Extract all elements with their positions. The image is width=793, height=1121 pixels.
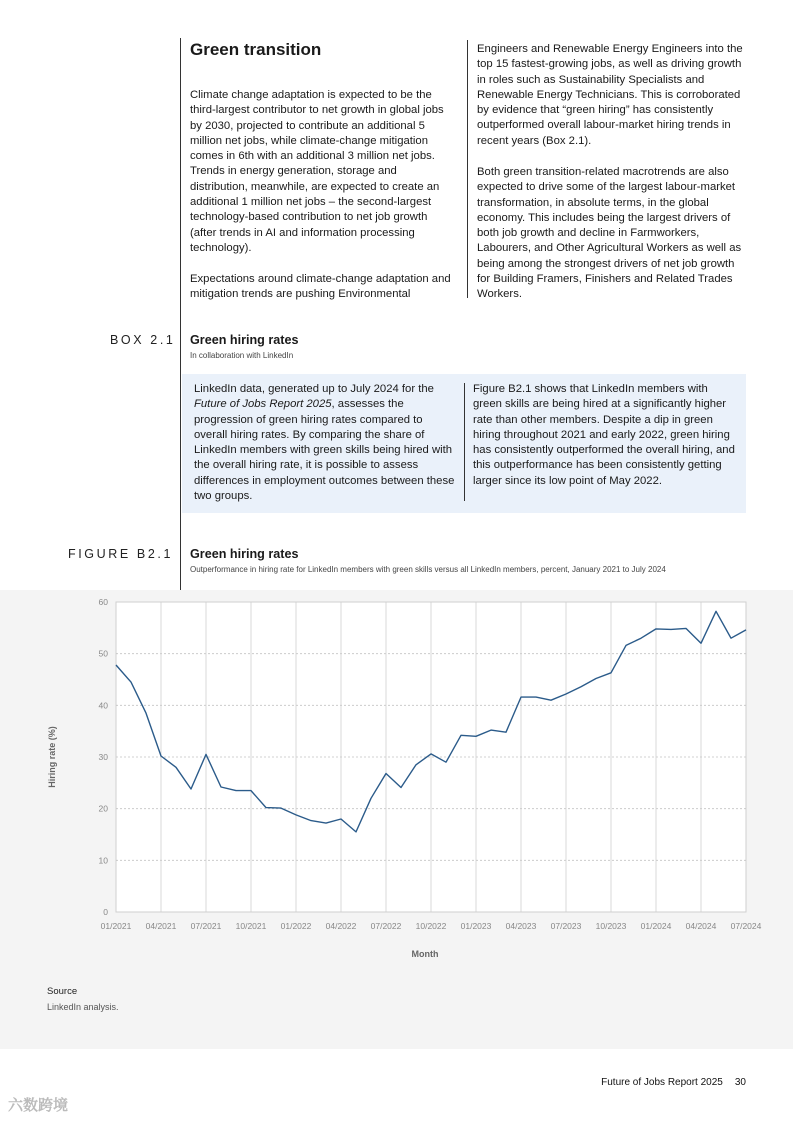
x-tick-label: 10/2023	[595, 921, 627, 931]
x-tick-label: 10/2022	[415, 921, 447, 931]
left-rule	[180, 38, 181, 590]
y-axis-label: Hiring rate (%)	[47, 726, 57, 788]
figure-subtitle: Outperformance in hiring rate for LinkedIn members with green skills versus all LinkedIn members, percent, January 2021 to July 2024	[190, 565, 666, 574]
box-right-paragraph: Figure B2.1 shows that LinkedIn members with green skills are being hired at a significantly higher rate than other members. Despite a dip in green hiring throughout 2021 and early 2022, green hiring has consistently outperformed the overall hiring, and this outperformance has been consistently getting larger since its low point of May 2022.	[473, 383, 735, 487]
y-tick-label: 0	[103, 907, 108, 917]
x-tick-label: 01/2024	[640, 921, 672, 931]
watermark: 六数跨境	[8, 1097, 69, 1114]
x-tick-label: 07/2024	[730, 921, 762, 931]
column-rule	[467, 40, 468, 298]
x-tick-label: 01/2023	[460, 921, 492, 931]
box-left-pre: LinkedIn data, generated up to July 2024 for the	[194, 383, 434, 395]
left-paragraph-2: Expectations around climate-change adaptation and mitigation trends are pushing Environmental	[190, 273, 451, 301]
hiring-rate-chart	[0, 590, 793, 990]
box-left-paragraph	[194, 382, 456, 504]
x-tick-label: 04/2024	[685, 921, 717, 931]
report-title-italic: Future of Jobs Report 2025	[194, 398, 332, 411]
right-paragraph-2: Both green transition-related macrotrends are also expected to drive some of the largest labour-market transformation, in absolute terms, in the global economy. This includes being the largest drivers of both job growth and decline in Farmworkers, Labourers, and Other Agricultural Workers as well as being among the strongest drivers of net job growth for Building Framers, Finishers and Related Trades Workers.	[477, 166, 742, 301]
footer-report-title: Future of Jobs Report 2025	[601, 1077, 723, 1088]
y-tick-label: 10	[98, 855, 108, 866]
x-tick-label: 04/2022	[325, 921, 357, 931]
source-label: Source	[47, 986, 78, 997]
page-number: 30	[734, 1077, 746, 1088]
box-subtitle: In collaboration with LinkedIn	[190, 351, 294, 360]
page-footer	[601, 1077, 746, 1088]
x-tick-label: 04/2021	[145, 921, 177, 931]
right-paragraph-1: Engineers and Renewable Energy Engineers into the top 15 fastest-growing jobs, as well as driving growth in roles such as Sustainability Specialists and Renewable Energy Technicians. This is corroborated by evidence that “green hiring” has consistently outperformed overall labour-market hiring trends in recent years (Box 2.1).	[477, 43, 743, 147]
x-tick-label: 07/2021	[190, 921, 222, 931]
box-title: Green hiring rates	[190, 333, 299, 347]
box-column-rule	[464, 383, 465, 501]
y-tick-label: 20	[98, 803, 108, 814]
left-paragraph-1: Climate change adaptation is expected to be the third-largest contributor to net growth in global jobs by 2030, projected to contribute an additional 5 million net jobs, while climate-change mitigation comes in 6th with an additional 3 million net jobs. Trends in energy generation, storage and distribution, meanwhile, are expected to create an additional 1 million net jobs – the second-largest technology-based contribution to net job growth (after trends in AI and information processing technology).	[190, 89, 444, 254]
x-tick-label: 01/2022	[280, 921, 312, 931]
figure-label: FIGURE B2.1	[68, 547, 174, 561]
figure-title: Green hiring rates	[190, 547, 299, 561]
y-tick-label: 50	[98, 648, 108, 659]
x-tick-label: 10/2021	[235, 921, 267, 931]
x-tick-label: 07/2022	[370, 921, 402, 931]
x-tick-label: 04/2023	[505, 921, 537, 931]
x-tick-label: 07/2023	[550, 921, 582, 931]
source-text: LinkedIn analysis.	[47, 1002, 119, 1012]
box-label: BOX 2.1	[110, 333, 176, 347]
y-tick-label: 60	[98, 597, 108, 607]
x-axis-label: Month	[411, 949, 439, 959]
y-tick-label: 40	[98, 700, 108, 711]
section-title: Green transition	[190, 40, 322, 59]
box-left-post: , assesses the progression of green hiring rates compared to overall hiring rates. By comparing the share of LinkedIn members with green skills being hired with the overall hiring rate, it is possible to assess differences in employment outcomes between these two groups.	[194, 398, 455, 503]
x-tick-label: 01/2021	[100, 921, 132, 931]
y-tick-label: 30	[98, 752, 108, 762]
